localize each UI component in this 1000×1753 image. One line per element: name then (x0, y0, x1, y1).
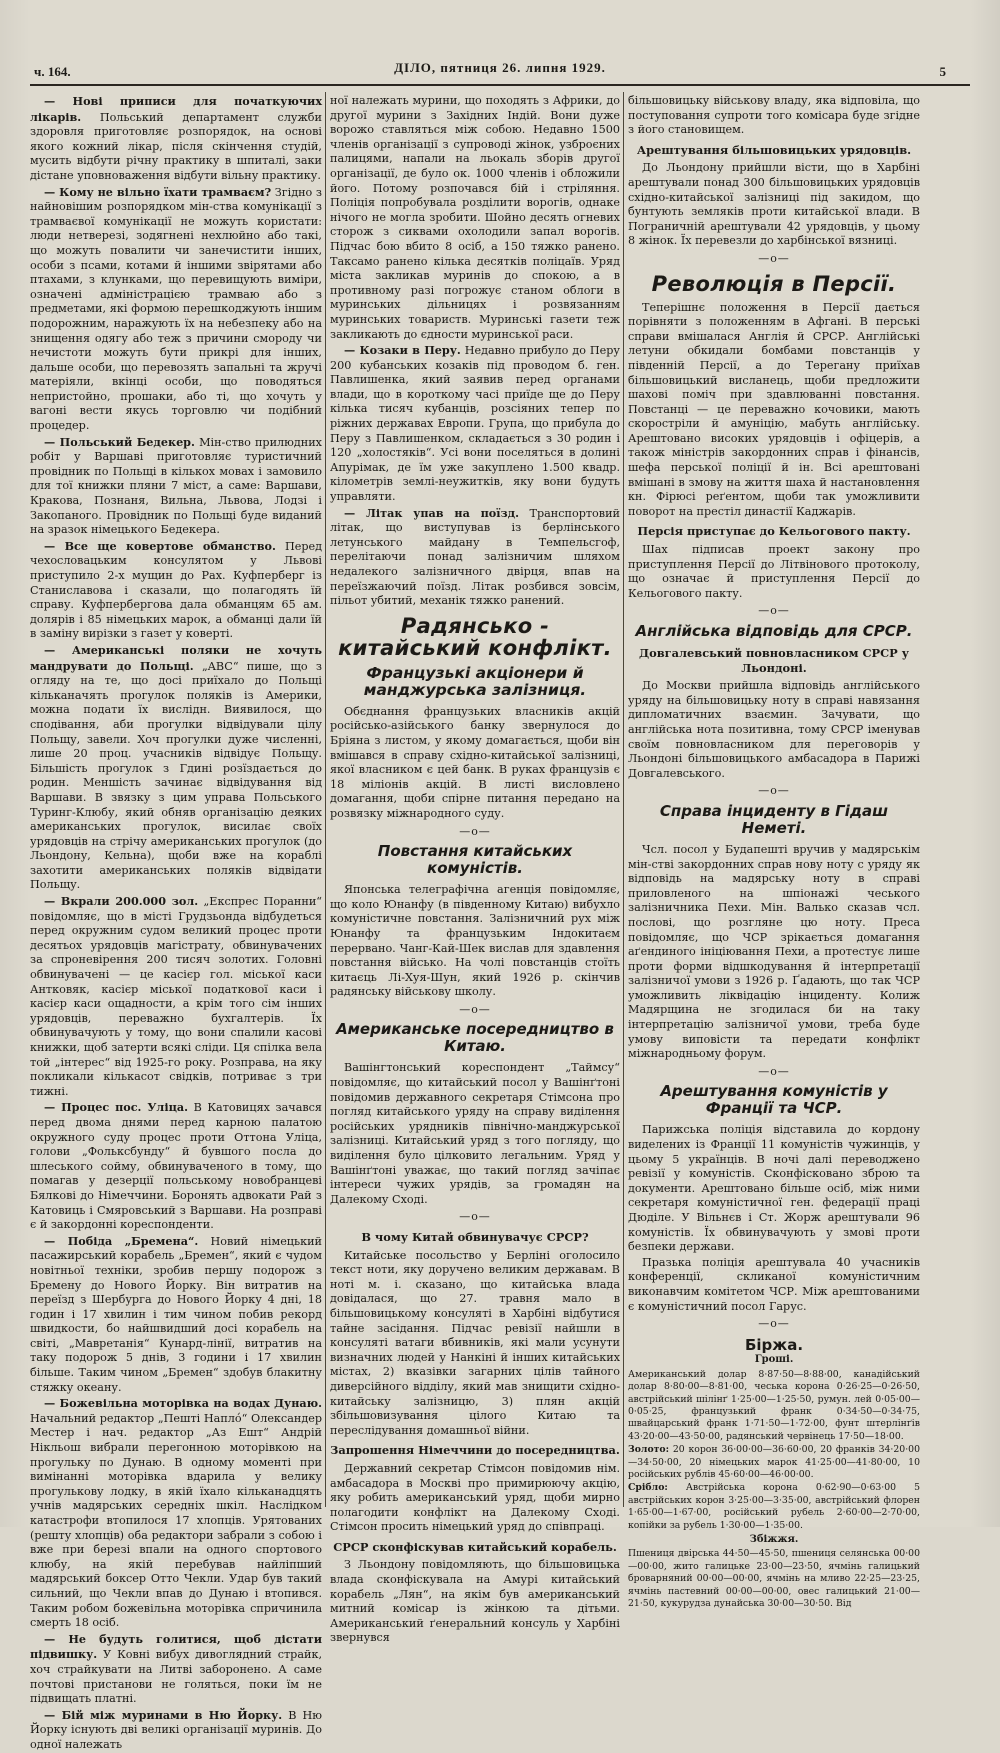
news-item (30, 94, 322, 184)
section-heading: Арештування більшовицьких урядовців. (636, 142, 912, 157)
headline-persia: Революція в Персії. (651, 271, 897, 296)
news-item (30, 1396, 322, 1631)
item-heading: — Бій між муринами в Ню Йорку. (44, 1707, 283, 1722)
separator: —o— (758, 604, 790, 618)
item-heading: — Вкрали 200.000 зол. (44, 894, 199, 909)
article-text: Вашінгтонський кореспондент „Таймсу“ повідомляє, що китайський посол у Вашінґтоні повідомив державного секретаря Стімсона про погляд китайського уряду на справу виділення російських урядників північно-манджурської залізниці. Китайський уряд з того погляду, що виділення було цілковито легальним. Уряд у Вашінґтоні уважає, що такий погляд зачіпає інтереси чужих урядів, за громадян на Далекому Сході. (330, 1061, 620, 1206)
item-heading: — Все ще ковертове обманство. (44, 538, 276, 553)
item-text: Згідно з найновішим розпорядком мін-ства комунікації з трамваєвої комунікації не можуть користати: люди нетверезі, зодягнені нехлюйно або такі, що можуть повалити чи занечистити інших, особи з псами, котами й іншими звірятами або птахами, з клунками, що перевищують виміри, означені адміністрацією трамваю або з предметами, які формою перешкоджують іншим подорожним, наражують їх на небезпеку або на знищення одягу або теж з причини смороду чи нечистоти можуть бути прикрі для інших, дальше особи, що перевозять запальні та жручі матеріяли, вкінці особи, що поводяться непристойно, прошаки, або ті, що хочуть у вагоні вести якусь торговлю чи подібний процедер. (30, 185, 323, 433)
news-item (30, 643, 322, 893)
item-heading: — Кому не вільно їхати трамваєм? (44, 184, 272, 199)
exchange-rates (628, 1354, 920, 1610)
item-heading: — Літак упав на поїзд. (344, 505, 520, 520)
item-heading: — Нові приписи для початкуючих лікарів. (30, 94, 322, 124)
section-heading: СРСР сконфіскував китайський корабель. (333, 1539, 617, 1554)
column-divider (325, 92, 326, 1507)
separator: —o— (758, 251, 790, 265)
rates-label: Срібло: (628, 1482, 668, 1494)
article-text: Чсл. посол у Будапешті вручив у мадярськім мін-стві закордонних справ нову ноту с уряду як відповідь на мадярську ноту в справі приловленого на шпіонажі чеського залізничника Пехи. Мін. Валько сказав чсл. послові, що розгляне цю ноту. Преса повідомляє, що ЧСР зрікається домагання аґендиного ініціювання Пехи, а протестує лише проти форми відшкодування й інтерпретації залізничої умови з 1926 р. Ґадають, що так ЧСР уможливить ліквідацію інциденту. Колиж Мадярщина не згодилася би на таку інтерпретацію залізничої умови, треба буде умову виповісти та передати конфлікт міжнародньому форум. (628, 842, 920, 1061)
item-heading: — Процес пос. Уліца. (44, 1100, 188, 1115)
separator: —o— (758, 1317, 790, 1331)
news-item (30, 1100, 322, 1232)
item-text: „Експрес Поранни“ повідомляє, що в місті Грудзьонда відбудеться перед окружним судом великий процес проти десятьох урядовців магістрату, обвинувачених за спроневірення 200 тисяч золотих. Головні обвинувачені — це касієр гол. міської каси Антковяк, касієр міської податкової каси і касієр каси ощадности, а крім того сім інших урядовців, переважно бухгалтерів. Їх обвинувачують у тому, що вони спалили касові книжки, щоб затерти всякі сліди. Ця спілка вела той „інтерес“ від 1925-го року. Розправа, на яку покликали кількасот свідків, потриває з три тижні. (30, 895, 322, 1098)
page-number: 5 (939, 64, 946, 79)
headline-conflict: Радянсько - китайський конфлікт. (338, 613, 612, 660)
rates-text (628, 1482, 920, 1532)
news-item (30, 539, 322, 642)
article-text: Празька поліція арештувала 40 учасників конференції, скликаної комуністичним виконавчим комітетом ЧСР. Між арештованими є комуністичний посол Гарус. (628, 1255, 920, 1313)
separator: —o— (758, 784, 790, 798)
subheadline: Французькі акціонери й манджурська залізниця. (363, 663, 587, 699)
news-item (30, 1234, 322, 1396)
article-text: ної належать мурини, що походять з Африки, до другої мурини з Західних Індій. Вони дуже ворожо ставляться між собою. Недавно 1500 членів організації з супроводі жінок, узброєних палицями, напали на льокаль зборів другої організації, де було ок. 1000 членів і обложили його. Потому розпочався бій і стріляння. Поліція попробувала розділити ворогів, однаке нічого не могла зробити. Шойно десять огневих сторож з сиквами охолодили запал ворогів. Підчас бою вбито 8 осіб, а 150 тяжко ранено. Таксамо ранено кілька десятків поліцаїв. Уряд міста закликав муринів до спокою, а в противному разі погрожує станом облоги в муринських дільницях і розвязанням муринських товариств. Муринські газети теж закликають до єдности муринської раси. (330, 94, 620, 341)
page-header (30, 60, 970, 84)
article-text: Китайське посольство у Берліні оголосило текст ноти, яку доручено великим державам. В ноті м. і. сказано, що китайська влада довідалася, що 27. травня мало в більшовицькому консуляті в Харбіні відбутися тайне засідання. Підчас ревізії найшли в консуляті ватаги вбивників, які мали усунути визначних людей у Нанкіні й інших китайських містах, 2) вказівки загарних цілів тайного диверсійного відділу, який мав знищити східно-китайську залізницю, 3) плян акцій збільшовизування цілого Китаю та переслідування домашньої війни. (330, 1248, 620, 1437)
news-item (30, 894, 322, 1099)
separator: —o— (459, 1210, 491, 1224)
rates-heading: Збіжжя. (749, 1534, 799, 1546)
headline-incident: Справа інциденту в Гідаш Неметі. (659, 801, 889, 837)
column-1 (30, 94, 323, 1751)
news-item (330, 343, 620, 505)
rates-text: Пшениця двірська 44·50—45·50, пшениця селянська 00·00—00·00, жито галицьке 23·00—23·50, ячмінь галицький броварняний 00·00—00·00, ячмінь на мливо 22·25—23·25, ячмінь пастевний 00·00—00·00, овес галицький 21·00—21·50, кукурудза дунайська 30·00—30·50. Від (628, 1548, 920, 1610)
item-heading: — Побіда „Бремена“. (44, 1233, 199, 1248)
rates-label: Золото: (628, 1444, 670, 1456)
rates-values: Австрійська корона 0·62·90—0·63·00 5 австрійських корон 3·25·00—3·35·00, австрійський флорен 1·65·00—1·67·00, російський рубель 2·60·00—2·70·00, копійки за рубель 1·30·00—1·35·00. (628, 1482, 920, 1531)
headline-england: Англійська відповідь для СРСР. (635, 622, 913, 640)
item-text: В Катовицях зачався перед двома днями перед карною палатою окружного суду процес проти Оттона Уліца, голови „Фольксбунду“ й бувшого посла до шлеського сойму, обвинуваченого в тому, що помагав у дезерції польському новобранцеві Бялкові до Німеччини. Боронять адвокати Рай з Катовиць і Смяровський з Варшави. На розправі є й закордонні кореспонденти. (30, 1101, 322, 1232)
article-text: До Льондону прийшли вісти, що в Харбіні арештували понад 300 більшовицьких урядовців східно-китайської залізниці під закидом, що бунтують земляків проти китайської влади. В Пограничній арештували 42 урядовців, у цьому 8 жінок. Їх перевезли до харбінської вязниці. (628, 161, 920, 248)
item-text: Мін-ство прилюдних робіт у Варшаві приготовляє туристичний провідник по Польщі в кількох мовах і замовило для тої книжки пляни 7 міст, а саме: Варшави, Кракова, Познаня, Вильна, Львова, Лодзі і Закопаного. Провідник по Польщі буде виданий на зразок німецького Бедекера. (30, 435, 322, 537)
article-text: Парижська поліція відставила до кордону виделених із Франції 11 комуністів чужинців, у цьому 5 українців. В ночі далі переводжено ревізії у комуністів. Сконфісковано зброю та документи. Арештовано більше осіб, між ними секретаря комуністичної ген. федерації праці Дюділе. У Вільнєв і Ст. Жорж арештували 96 комуністів. Їх обвинувачують у змові проти безпеки держави. (628, 1123, 920, 1254)
rates-heading: Гроші. (754, 1354, 794, 1366)
exchange-heading: Біржа. (744, 1335, 804, 1354)
column-3 (628, 94, 920, 1610)
headline-arrests: Арештування комуністів у Франції та ЧСР. (660, 1082, 888, 1118)
item-text: Транспортовий літак, що виступував із берлінського летунського майдану в Темпельсгоф, перелітаючи понад залізничим шляхом недалекого залізничного двірця, впав на переїзжаючий поїзд. Літак розбився зовсім, пільот убитий, механік тяжко ранений. (330, 506, 620, 608)
item-heading: — Не будуть голитися, щоб дістати підвишку. (30, 1631, 322, 1662)
subheadline: Повстання китайських комуністів. (377, 842, 573, 878)
subheadline: Американське посередництво в Китаю. (336, 1020, 614, 1056)
column-2 (330, 94, 620, 1645)
item-text: Новий німецький пасажирський корабель „Бремен“, який є чудом новітньої техніки, зробив першу подорож з Бремену до Нового Йорку. Він витратив на переїзд з Шербурга до Нового Йорку 4 дні, 18 годин і 17 хвилин і тим чином побив рекорд швидкости, бо найшвидший досі корабель на світі, „Мавретанія“ Кунард-лінії, витратив на таку подорож 5 днів, 3 години і 17 хвилин більше. Таким чином „Бремен“ здобув блакитну стяжку океану. (30, 1234, 323, 1394)
news-item (30, 435, 322, 538)
masthead-line: ДІЛО, пятниця 26. липня 1929. (394, 60, 606, 75)
item-heading: — Божевільна моторівка на водах Дунаю. (44, 1396, 322, 1411)
news-item (30, 185, 322, 434)
article-text: Обєднання французьких власників акцій російсько-азійського банку звернулося до Бріяна з листом, у якому домагається, щоби він вмішався в справу східно-китайської залізниці, якої власником є цей банк. В руках французів є 18 міліонів акцій. В листі висловлено домагання, щоби спірне питання передано на розвязку міжнародного суду. (330, 704, 620, 820)
article-text: Теперішнє положення в Персії дається порівняти з положенням в Афгані. В перські справи вмішалася Англія й СРСР. Англійські летуни обкидали бомбами повстанців у південній Персії, а до Терегану приїхав більшовицький висланець, щоби предложити шахові поміч при здавлюванні повстання. Повстанці — це переважно кочовики, мають скоростріли й амуніцію, мабуть англійську. Арештовано високих урядовців і офіцерів, а також міністрів закордонних справ і фінансів, шефа перської поліції й ін. Всі арештовані вмішані в змову на життя шаха й настановлення кн. Фірюсі реґентом, щоби так уможливити поворот на престіл династії Каджарів. (628, 300, 920, 518)
column-divider (623, 92, 624, 1507)
article-text: Шах підписав проект закону про приступлення Персії до Літвінового протоколу, що означає й приступлення Персії до Кельогового пакту. (628, 543, 920, 600)
item-text: Перед чехословацьким консулятом у Львові приступило 2-х мущин до Рах. Куфперберг із Станиславова і сказали, що полагодять їй справу. Куфпербергова дала обманцям 65 ам. долярів і 85 німецьких марок, а обманці дали їй в заміну вирізки з газет у коверті. (30, 539, 322, 641)
rates-values: 20 корон 36·00·00—36·60·00, 20 франків 34·20·00—34·50·00, 20 німецьких марок 41·25·00—41·80·00, 10 російських рублів 45·60·00—46·00·00. (628, 1444, 920, 1480)
article-text: Державний секретар Стімсон повідомив нім. амбасадора в Москві про примирюючу акцію, яку робить американський уряд, щоби мирно полагодити конфлікт на Далекому Сході. Стімсон просить німецький уряд до співпраці. (330, 1461, 620, 1534)
article-text: більшовицьку військову владу, яка відповіла, що поступовання супроти того комісара буде згідне з його становищем. (628, 94, 920, 137)
item-text: „ABC“ пише, що з огляду на те, що досі приїхало до Польщі кільканачять прогулок поляків із Америки, можна подати їх вислідн. Виявилося, що сподівання, аби прогулки відвідували цілу Польщу, завели. Хоч прогулки дуже численні, лише 20 проц. учасників відвідує Польщу. Більшість прогулок з Гдині розїздається до родин. Меншість зачинає відвідування від Варшави. В звязку з цим управа Польського Туринг-Клюбу, який обняв організацію деяких американських прогулок, висилає своїх урядовців на стрічу американських прогулок (до Льондону, Кельна), щоби вже на кораблі захотити американських поляків відвідати Польщу. (30, 659, 322, 892)
section-heading: В чому Китай обвинувачує СРСР? (361, 1230, 589, 1244)
item-text: У Ковні вибух дивоглядний страйк, хоч страйкувати на Литві заборонено. А саме почтові пристанови не голяться, поки їм не підвищать платні. (30, 1648, 323, 1706)
rates-text (628, 1444, 920, 1481)
header-rule (30, 84, 970, 86)
section-heading: Персія приступає до Кельогового пакту. (637, 524, 911, 539)
rates-text: Американський долар 8·87·50—8·88·00, канадійський долар 8·80·00—8·81·00, чеська корона 0·26·25—0·26·50, австрійський шілінґ 1·25·00—1·25·50, румун. лей 0·05·00—0·05·25, французький франк 0·34·50—0·34·75, швайцарський франк 1·71·50—1·72·00, фунт штерлінґів 43·20·00—43·50·00, радянський червінець 17·50—18·00. (628, 1368, 920, 1442)
item-heading: — Американські поляки не хочуть мандрувати до Польщі. (30, 642, 322, 673)
section-heading: Запрошення Німеччини до посередництва. (330, 1443, 620, 1458)
item-text: Начальний редактор „Пешті Наплó“ Олександер Местер і нач. редактор „Аз Ешт“ Андрій Нікльош вибрали перегонною моторівкою на прогульку по Дунаю. В одному моменті при вимінанні моторівка вдарила у велику прогулькову лодку, в якій їхало кільканадцять учнів мадярських середніх шкіл. Наслідком катастрофи втопилося 17 хлопців. Урятованих (решту хлопців) оба редактори забрали з собою і вже при березі впали на одного спортового клюбу, на якій перебував найліпший мадярський боксер Отто Чекли. Удар був такий сильний, що Чекли впав до Дунаю і втопився. Таким робом божевільна моторівка спричинила смерть 18 осіб. (30, 1411, 322, 1630)
separator: —o— (459, 1002, 491, 1016)
issue-number: ч. 164. (34, 64, 71, 79)
item-heading: — Польський Бедекер. (44, 434, 195, 449)
section-heading: Довгалевський повновласником СРСР у Льондоні. (639, 646, 909, 675)
item-text: Недавно прибуло до Перу 200 кубанських козаків під проводом б. ген. Павлишенка, який заявив перед органами влади, що в короткому часі приїде ще до Перу кілька тисяч кубанців, розсіяних тепер по ріжних державах Европи. Група, що прибула до Перу з Павлишенком, складається з 30 родин і 120 „холостяків“. Усі вони поселяться в долині Апурімак, де їм уже закуплено 1.500 квадр. кілометрів землі-неужитків, яку вони будуть управляти. (330, 344, 620, 504)
news-item (30, 1632, 322, 1707)
article-text: З Льондону повідомляють, що більшовицька влада сконфіскувала на Амурі китайський корабель „Лян“, на якім був американський митний комісар із жінкою та дітьми. Американський ґенеральний консуль у Харбіні звернувся (330, 1558, 620, 1645)
separator: —o— (758, 1064, 790, 1078)
item-text: Польський департамент служби здоровля приготовляє розпорядок, на основі якого кожний лікар, після скінчення студій, мусить відбути річну практику в шпиталі, заки дістане уповноваження відбути вільну практику. (30, 110, 322, 182)
separator: —o— (459, 824, 491, 838)
news-item (30, 1708, 322, 1753)
article-text: Японська телеграфічна агенція повідомляє, що коло Юнанфу (в південному Китаю) вибухло комуністичне повстання. Залізничний рух між Юнанфу та французьким Індокитаєм перервано. Чанг-Кай-Шек вислав для здавлення повстання військо. На чолі повстанців стоїть китаєць Лі-Хуя-Шун, який 1926 р. скінчив радянську військову школу. (330, 883, 620, 999)
news-item (330, 506, 620, 609)
item-text: В Ню Йорку існують дві великі організації муринів. До одної належать (30, 1708, 323, 1751)
article-text: До Москви прийшла відповідь англійського уряду на більшовицьку ноту в справі навязання дипломатичних взаємин. Зачувати, що англійська нота позитивна, тому СРСР іменував своїм повновласником для переговорів у Льондоні більшовицького амбасадора в Парижі Довгалевського. (628, 679, 920, 780)
item-heading: — Козаки в Перу. (344, 343, 461, 358)
